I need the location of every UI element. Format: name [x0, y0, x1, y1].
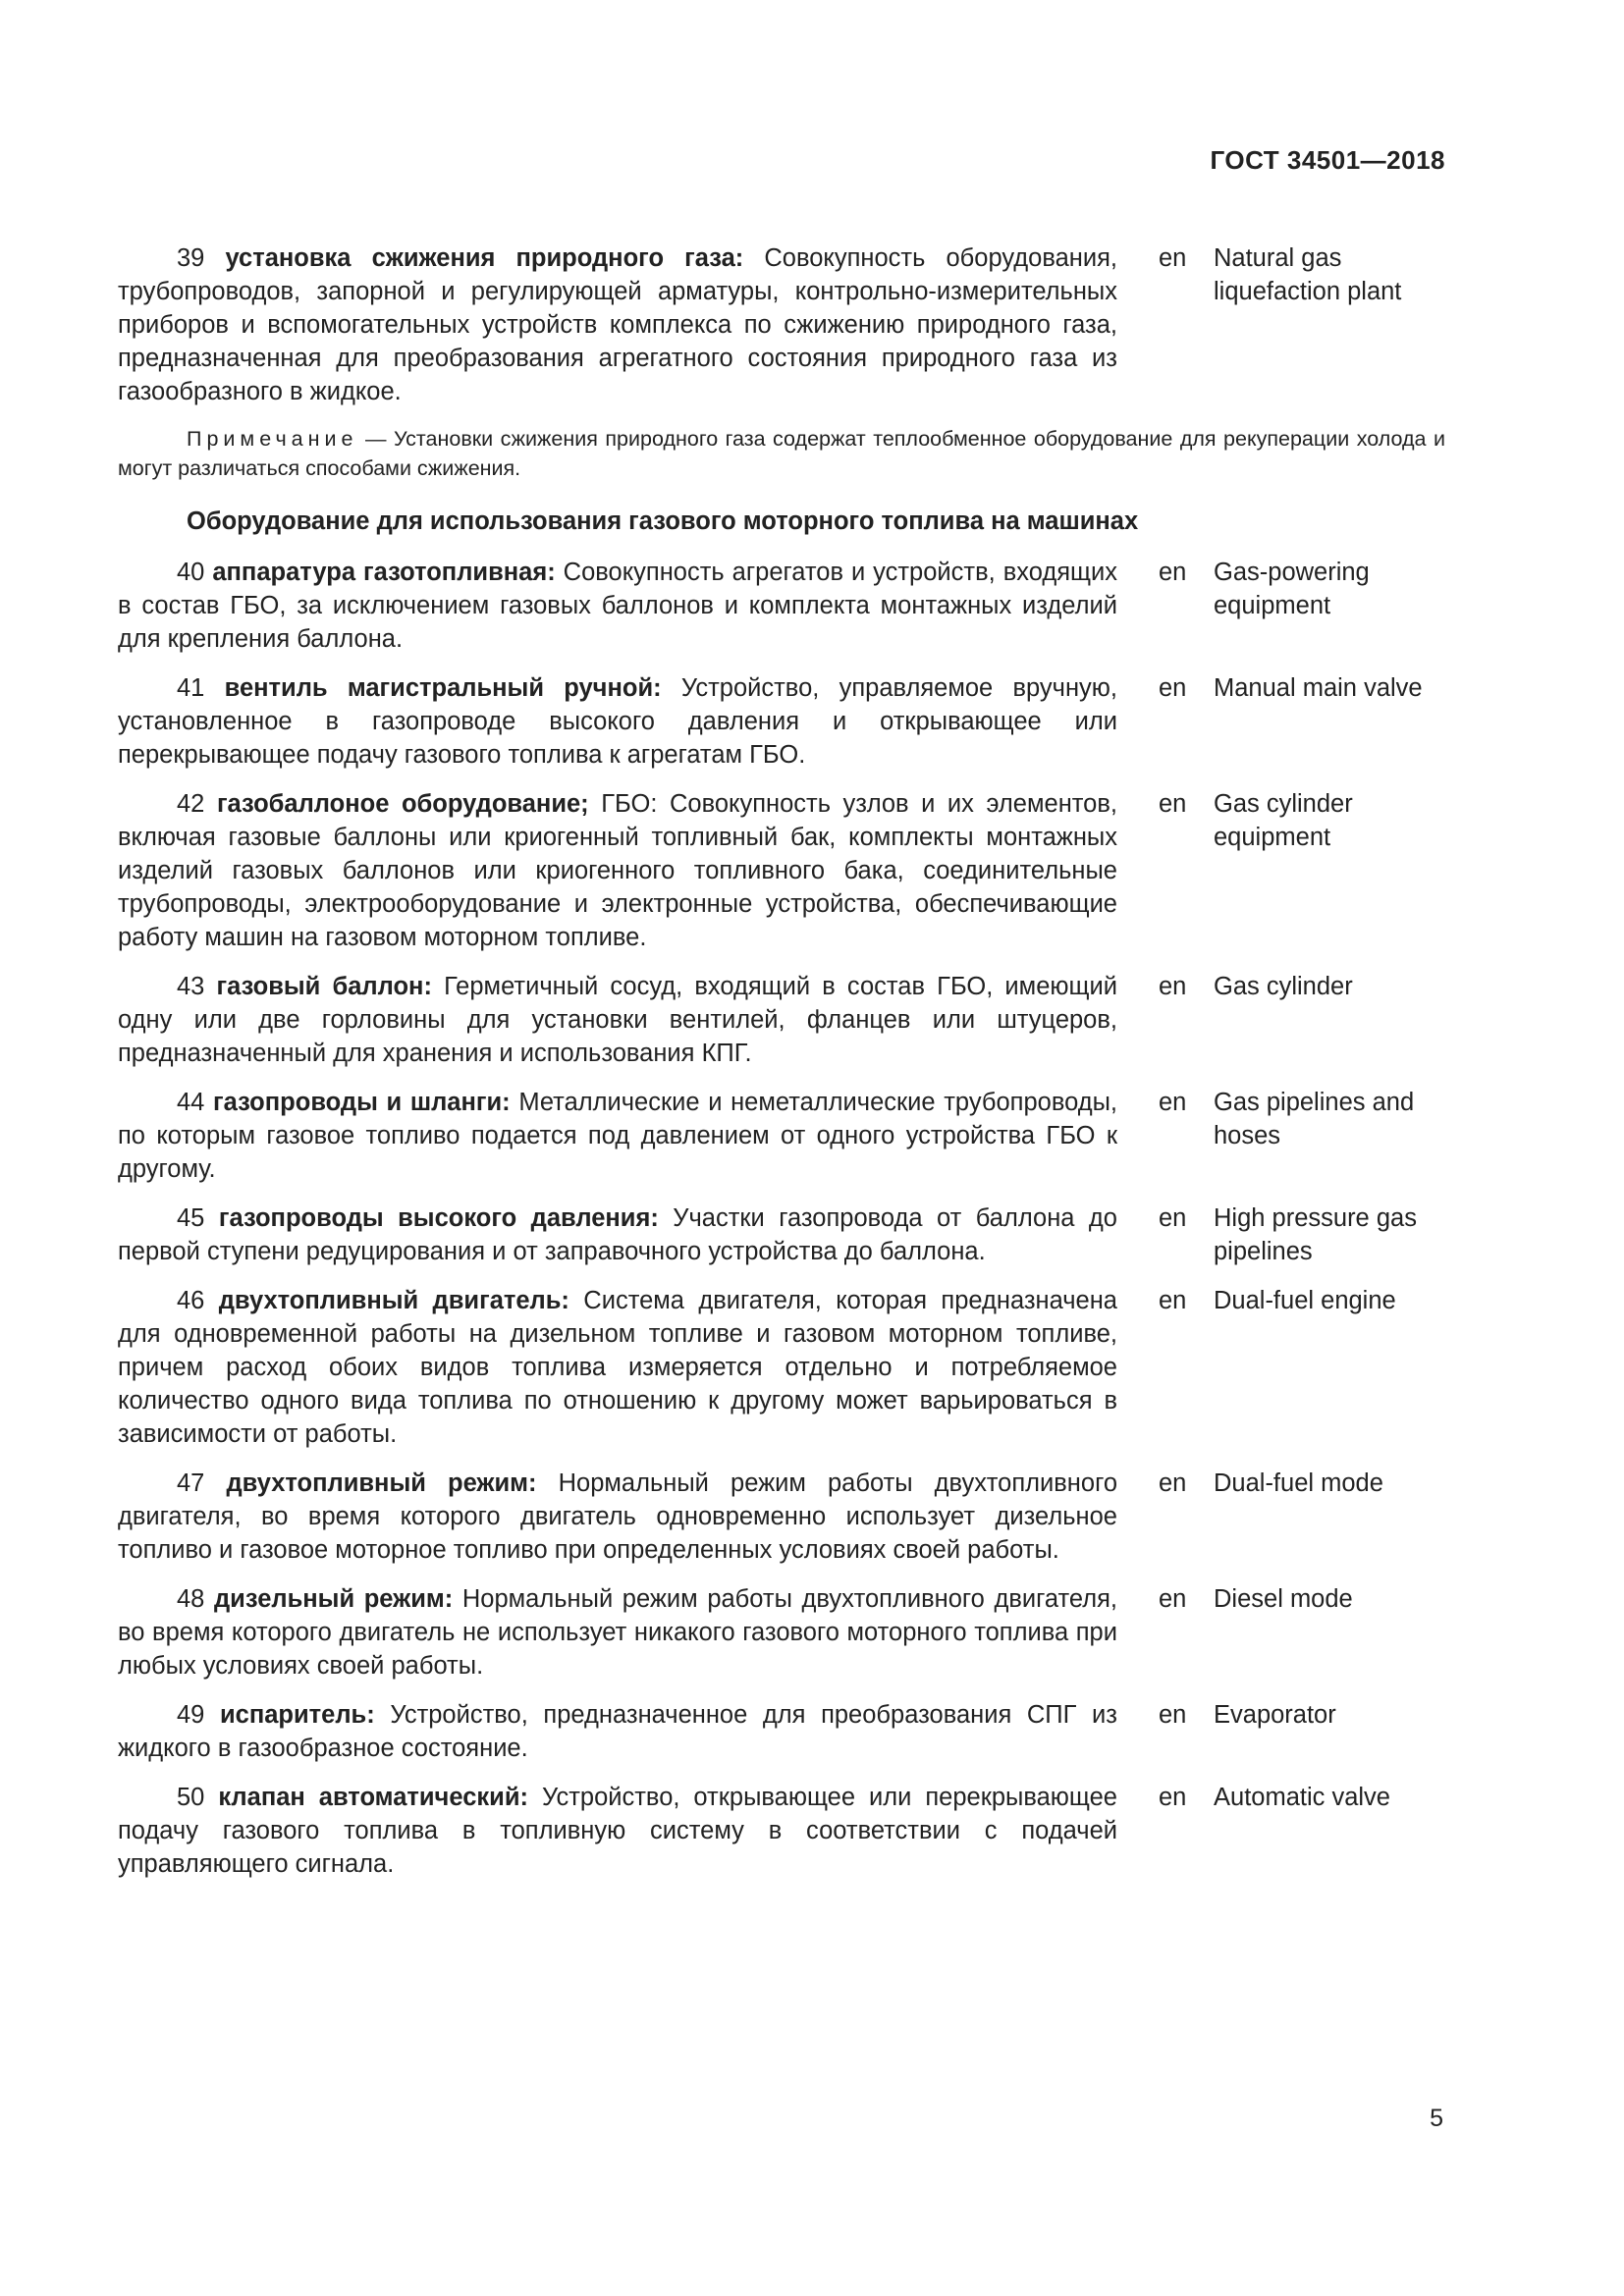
- english-equivalent: Gas cylinder: [1214, 973, 1353, 1000]
- language-code: en: [1159, 1089, 1187, 1116]
- term-definition: Устройство, управляемое вручную, установленное в газопроводе высокого давления и открывающее или перекрывающее подачу газового топлива к агрегатам ГБО.: [118, 674, 1117, 769]
- term-entry: [118, 1467, 1445, 1567]
- english-equivalent: Automatic valve: [1214, 1784, 1390, 1811]
- term-definition: Система двигателя, которая предназначена для одновременной работы на дизельном топливе и газовом моторном топливе, причем расход обоих видов топлива измеряется отдельно и потребляемое количество одного вида топлива по отношению к другому может варьироваться в зависимости от работы.: [118, 1287, 1117, 1448]
- term-definition: Металлические и неметаллические трубопроводы, по которым газовое топливо подается под давлением от одного устройства ГБО к другому.: [118, 1089, 1117, 1183]
- english-equivalent: Natural gas liquefaction plant: [1214, 244, 1402, 305]
- term-definition-text: [118, 1467, 1117, 1567]
- term-number: 50: [177, 1784, 205, 1811]
- term-entry: [118, 241, 1445, 408]
- language-code: en: [1159, 674, 1187, 702]
- term-number: 44: [177, 1089, 205, 1116]
- english-equivalent: High pressure gas pipelines: [1214, 1204, 1417, 1265]
- term-definition: Устройство, предназначенное для преобразования СПГ из жидкого в газообразное состояние.: [118, 1701, 1117, 1762]
- term-name: газобаллоное оборудование;: [216, 790, 589, 818]
- language-code: en: [1159, 1469, 1187, 1497]
- term-name: аппаратура газотопливная:: [212, 559, 556, 586]
- term-entry: [118, 1698, 1445, 1765]
- term-definition: Совокупность агрегатов и устройств, входящих в состав ГБО, за исключением газовых баллонов и комплекта монтажных изделий для крепления баллона.: [118, 559, 1117, 653]
- language-code: en: [1159, 559, 1187, 586]
- note-label: Примечание: [187, 427, 358, 451]
- term-definition-text: [118, 1582, 1117, 1682]
- term-definition: Герметичный сосуд, входящий в состав ГБО, имеющий одну или две горловины для установки вентилей, фланцев или штуцеров, предназначенный для хранения и использования КПГ.: [118, 973, 1117, 1067]
- term-name: дизельный режим:: [214, 1585, 454, 1613]
- term-definition-text: [118, 1201, 1117, 1268]
- term-entry: [118, 1201, 1445, 1268]
- section-heading: Оборудование для использования газового моторного топлива на машинах: [187, 507, 1139, 535]
- term-name: газопроводы высокого давления:: [218, 1204, 659, 1232]
- term-definition-text: [118, 1781, 1117, 1881]
- term-entry: [118, 671, 1445, 772]
- term-definition-text: [118, 787, 1117, 954]
- term-definition: Совокупность оборудования, трубопроводов, запорной и регулирующей арматуры, контрольно-измерительных приборов и вспомогательных устройств комплекса по сжижению природного газа, предназначенная для преобразования агрегатного состояния природного газа из газообразного в жидкое.: [118, 244, 1117, 405]
- standard-code: ГОСТ 34501—2018: [1210, 145, 1445, 175]
- term-definition-text: [118, 241, 1117, 408]
- term-definition: Нормальный режим работы двухтопливного двигателя, во время которого двигатель не использует никакого газового моторного топлива при любых условиях своей работы.: [118, 1585, 1117, 1680]
- term-number: 46: [177, 1287, 205, 1314]
- term-name: газопроводы и шланги:: [213, 1089, 511, 1116]
- term-name: испаритель:: [219, 1701, 375, 1729]
- term-number: 45: [177, 1204, 205, 1232]
- english-equivalent: Gas cylinder equipment: [1214, 790, 1353, 851]
- term-entry: [118, 1284, 1445, 1451]
- term-name: установка сжижения природного газа:: [225, 244, 744, 272]
- term-entry: [118, 1582, 1445, 1682]
- note-text: — Установки сжижения природного газа содержат теплообменное оборудование для рекуперации холода и могут различаться способами сжижения.: [118, 427, 1445, 480]
- language-code: en: [1159, 1701, 1187, 1729]
- term-definition: Нормальный режим работы двухтопливного двигателя, во время которого двигатель одновременно использует дизельное топливо и газовое моторное топливо при определенных условиях своей работы.: [118, 1469, 1117, 1564]
- english-equivalent: Gas pipelines and hoses: [1214, 1089, 1415, 1149]
- english-equivalent: Manual main valve: [1214, 674, 1423, 702]
- term-name: клапан автоматический:: [218, 1784, 528, 1811]
- term-number: 42: [177, 790, 205, 818]
- term-name: вентиль магистральный ручной:: [224, 674, 662, 702]
- term-name: двухтопливный режим:: [226, 1469, 537, 1497]
- term-number: 40: [177, 559, 205, 586]
- term-number: 39: [177, 244, 205, 272]
- term-definition: ГБО: Совокупность узлов и их элементов, включая газовые баллоны или криогенный топливный бак, комплекты монтажных изделий газовых баллонов или криогенного топливного бака, соединительные трубопроводы, электрооборудование и электронные устройства, обеспечивающие работу машин на газовом моторном топливе.: [118, 790, 1117, 951]
- term-number: 47: [177, 1469, 205, 1497]
- english-equivalent: Evaporator: [1214, 1701, 1336, 1729]
- term-entries: [118, 556, 1445, 1881]
- english-equivalent: Dual-fuel mode: [1214, 1469, 1383, 1497]
- term-definition: Устройство, открывающее или перекрывающее подачу газового топлива в топливную систему в соответствии с подачей управляющего сигнала.: [118, 1784, 1117, 1878]
- term-definition-text: [118, 556, 1117, 656]
- term-entry: [118, 556, 1445, 656]
- english-equivalent: Diesel mode: [1214, 1585, 1353, 1613]
- language-code: en: [1159, 1784, 1187, 1811]
- language-code: en: [1159, 1287, 1187, 1314]
- term-number: 48: [177, 1585, 205, 1613]
- english-equivalent: Dual-fuel engine: [1214, 1287, 1396, 1314]
- language-code: en: [1159, 244, 1187, 272]
- term-definition-text: [118, 1284, 1117, 1451]
- term-number: 49: [177, 1701, 205, 1729]
- term-definition-text: [118, 1698, 1117, 1765]
- terms-content: [118, 241, 1445, 1896]
- term-entry: [118, 787, 1445, 954]
- note: [118, 424, 1445, 483]
- term-name: двухтопливный двигатель:: [218, 1287, 569, 1314]
- term-number: 43: [177, 973, 205, 1000]
- english-equivalent: Gas-powering equipment: [1214, 559, 1370, 619]
- term-number: 41: [177, 674, 205, 702]
- term-definition-text: [118, 970, 1117, 1070]
- term-entry: [118, 970, 1445, 1070]
- term-entry: [118, 1781, 1445, 1881]
- language-code: en: [1159, 973, 1187, 1000]
- term-definition: Участки газопровода от баллона до первой ступени редуцирования и от заправочного устройства до баллона.: [118, 1204, 1117, 1265]
- language-code: en: [1159, 1585, 1187, 1613]
- term-entry: [118, 1086, 1445, 1186]
- language-code: en: [1159, 1204, 1187, 1232]
- language-code: en: [1159, 790, 1187, 818]
- term-definition-text: [118, 1086, 1117, 1186]
- term-name: газовый баллон:: [216, 973, 432, 1000]
- page-number: 5: [1430, 2105, 1443, 2132]
- term-definition-text: [118, 671, 1117, 772]
